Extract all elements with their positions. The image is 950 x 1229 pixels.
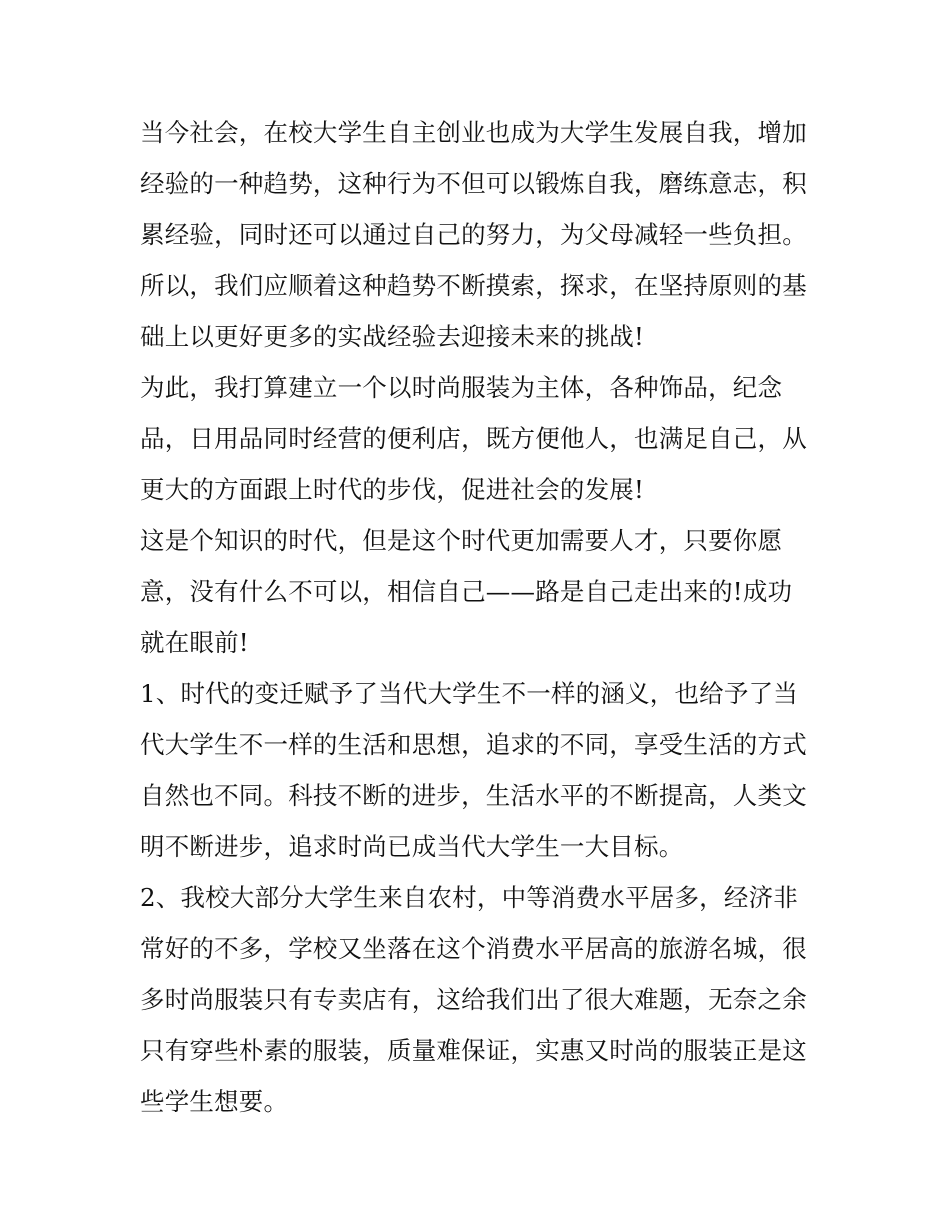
- text-line: 这是个知识的时代，但是这个时代更加需要人才，只要你愿: [140, 526, 783, 555]
- text-line: 2、我校大部分大学生来自农村，中等消费水平居多，经济非: [140, 883, 798, 912]
- text-line: 为此，我打算建立一个以时尚服装为主体，各种饰品，纪念: [140, 373, 783, 402]
- text-line: 础上以更好更多的实战经验去迎接未来的挑战!: [140, 322, 645, 351]
- text-line: 意，没有什么不可以，相信自己——路是自己走出来的!成功: [140, 577, 793, 606]
- text-line: 自然也不同。科技不断的进步，生活水平的不断提高，人类文: [140, 781, 807, 810]
- text-line: 就在眼前!: [140, 628, 249, 657]
- text-line: 更大的方面跟上时代的步伐，促进社会的发展!: [140, 475, 645, 504]
- text-line: 当今社会，在校大学生自主创业也成为大学生发展自我，增加: [140, 118, 807, 147]
- text-line: 品，日用品同时经营的便利店，既方便他人，也满足自己，从: [140, 424, 807, 453]
- text-line: 明不断进步，追求时尚已成当代大学生一大目标。: [140, 832, 684, 861]
- text-line: 累经验，同时还可以通过自己的努力，为父母减轻一些负担。: [140, 220, 807, 249]
- text-line: 些学生想要。: [140, 1087, 289, 1116]
- paragraph-4: [140, 668, 815, 872]
- document-body: [140, 107, 815, 1127]
- paragraph-3: [140, 515, 815, 668]
- text-line: 常好的不多，学校又坐落在这个消费水平居高的旅游名城，很: [140, 934, 807, 963]
- text-line: 所以，我们应顺着这种趋势不断摸索，探求，在坚持原则的基: [140, 271, 807, 300]
- paragraph-2: [140, 362, 815, 515]
- paragraph-1: [140, 107, 815, 362]
- text-line: 多时尚服装只有专卖店有，这给我们出了很大难题，无奈之余: [140, 985, 807, 1014]
- text-line: 代大学生不一样的生活和思想，追求的不同，享受生活的方式: [140, 730, 807, 759]
- text-line: 只有穿些朴素的服装，质量难保证，实惠又时尚的服装正是这: [140, 1036, 807, 1065]
- text-line: 经验的一种趋势，这种行为不但可以锻炼自我，磨练意志，积: [140, 169, 807, 198]
- paragraph-5: [140, 872, 815, 1127]
- text-line: 1、时代的变迁赋予了当代大学生不一样的涵义，也给予了当: [140, 679, 798, 708]
